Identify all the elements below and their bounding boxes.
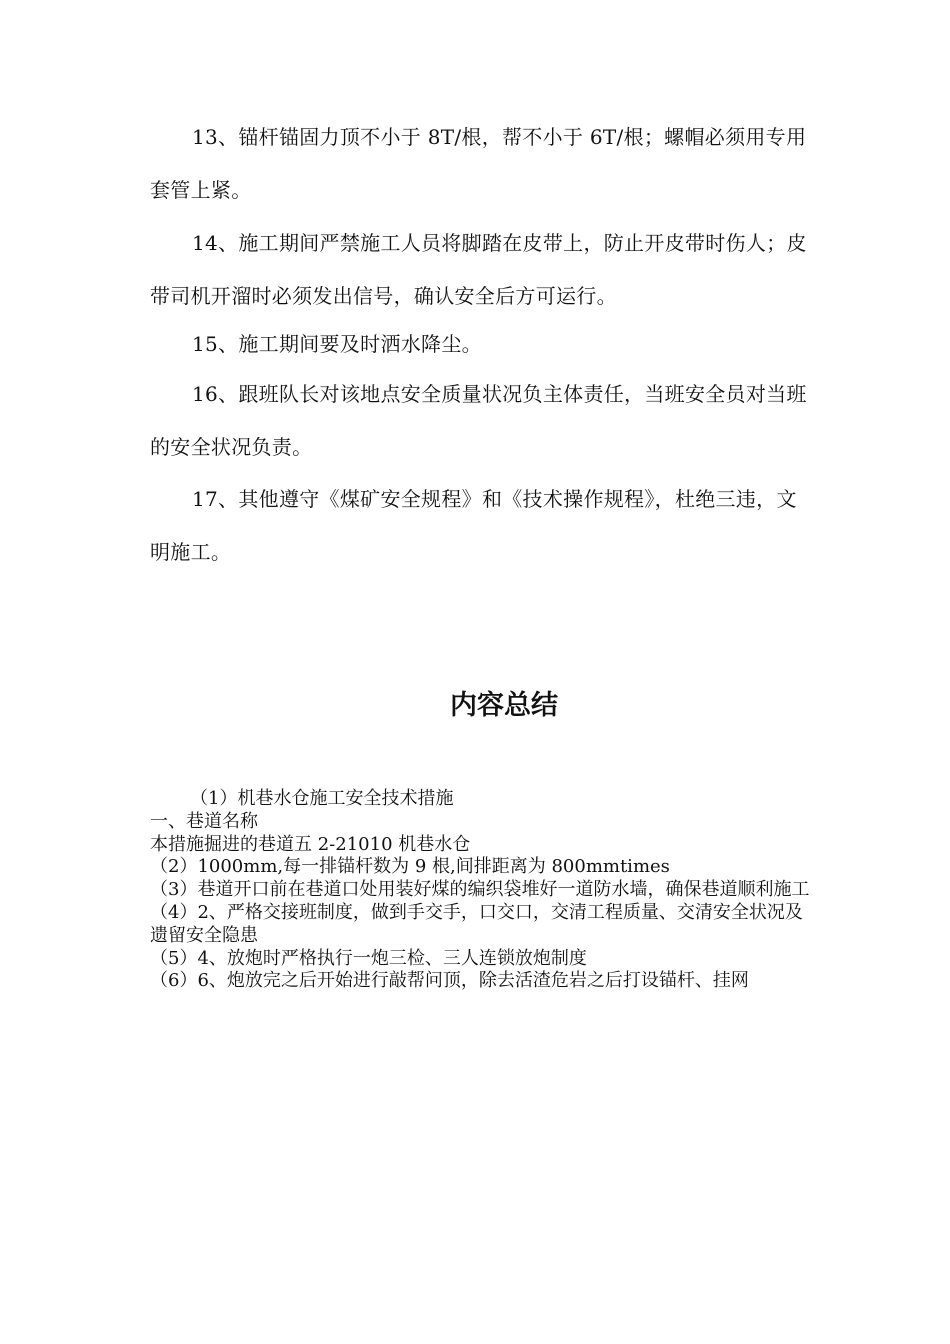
summary-line-6: （4）2、严格交接班制度，做到手交手，口交口，交清工程质量、交清安全状况及遗留安全隐患	[150, 901, 803, 946]
paragraph-16: 16、跟班队长对该地点安全质量状况负主体责任，当班安全员对当班的安全状况负责。	[150, 382, 807, 459]
summary-line-8: （6）6、炮放完之后开始进行敲帮问顶，除去活渣危岩之后打设锚杆、挂网	[150, 970, 749, 992]
summary-title: 内容总结	[450, 690, 558, 721]
summary-line-1: （1）机巷水仓施工安全技术措施	[190, 788, 454, 809]
paragraph-15: 15、施工期间要及时洒水降尘。	[192, 332, 482, 356]
summary-line-4: （2）1000mm,每一排锚杆数为 9 根,间排距离为 800mmtimes	[150, 856, 670, 878]
paragraph-13: 13、锚杆锚固力顶不小于 8T/根，帮不小于 6T/根；螺帽必须用专用套管上紧。	[150, 125, 807, 202]
summary-line-3: 本措施掘进的巷道五 2-21010 机巷水仓	[150, 833, 471, 855]
summary-line-5: （3）巷道开口前在巷道口处用装好煤的编织袋堆好一道防水墙，确保巷道顺利施工	[150, 879, 810, 901]
summary-line-7: （5）4、放炮时严格执行一炮三检、三人连锁放炮制度	[150, 947, 587, 969]
paragraph-14: 14、施工期间严禁施工人员将脚踏在皮带上，防止开皮带时伤人；皮带司机开溜时必须发出信号，确认安全后方可运行。	[150, 231, 807, 308]
paragraph-17: 17、其他遵守《煤矿安全规程》和《技术操作规程》，杜绝三违，文明施工。	[150, 487, 797, 564]
summary-section	[150, 788, 810, 993]
summary-line-2: 一、巷道名称	[150, 810, 258, 832]
